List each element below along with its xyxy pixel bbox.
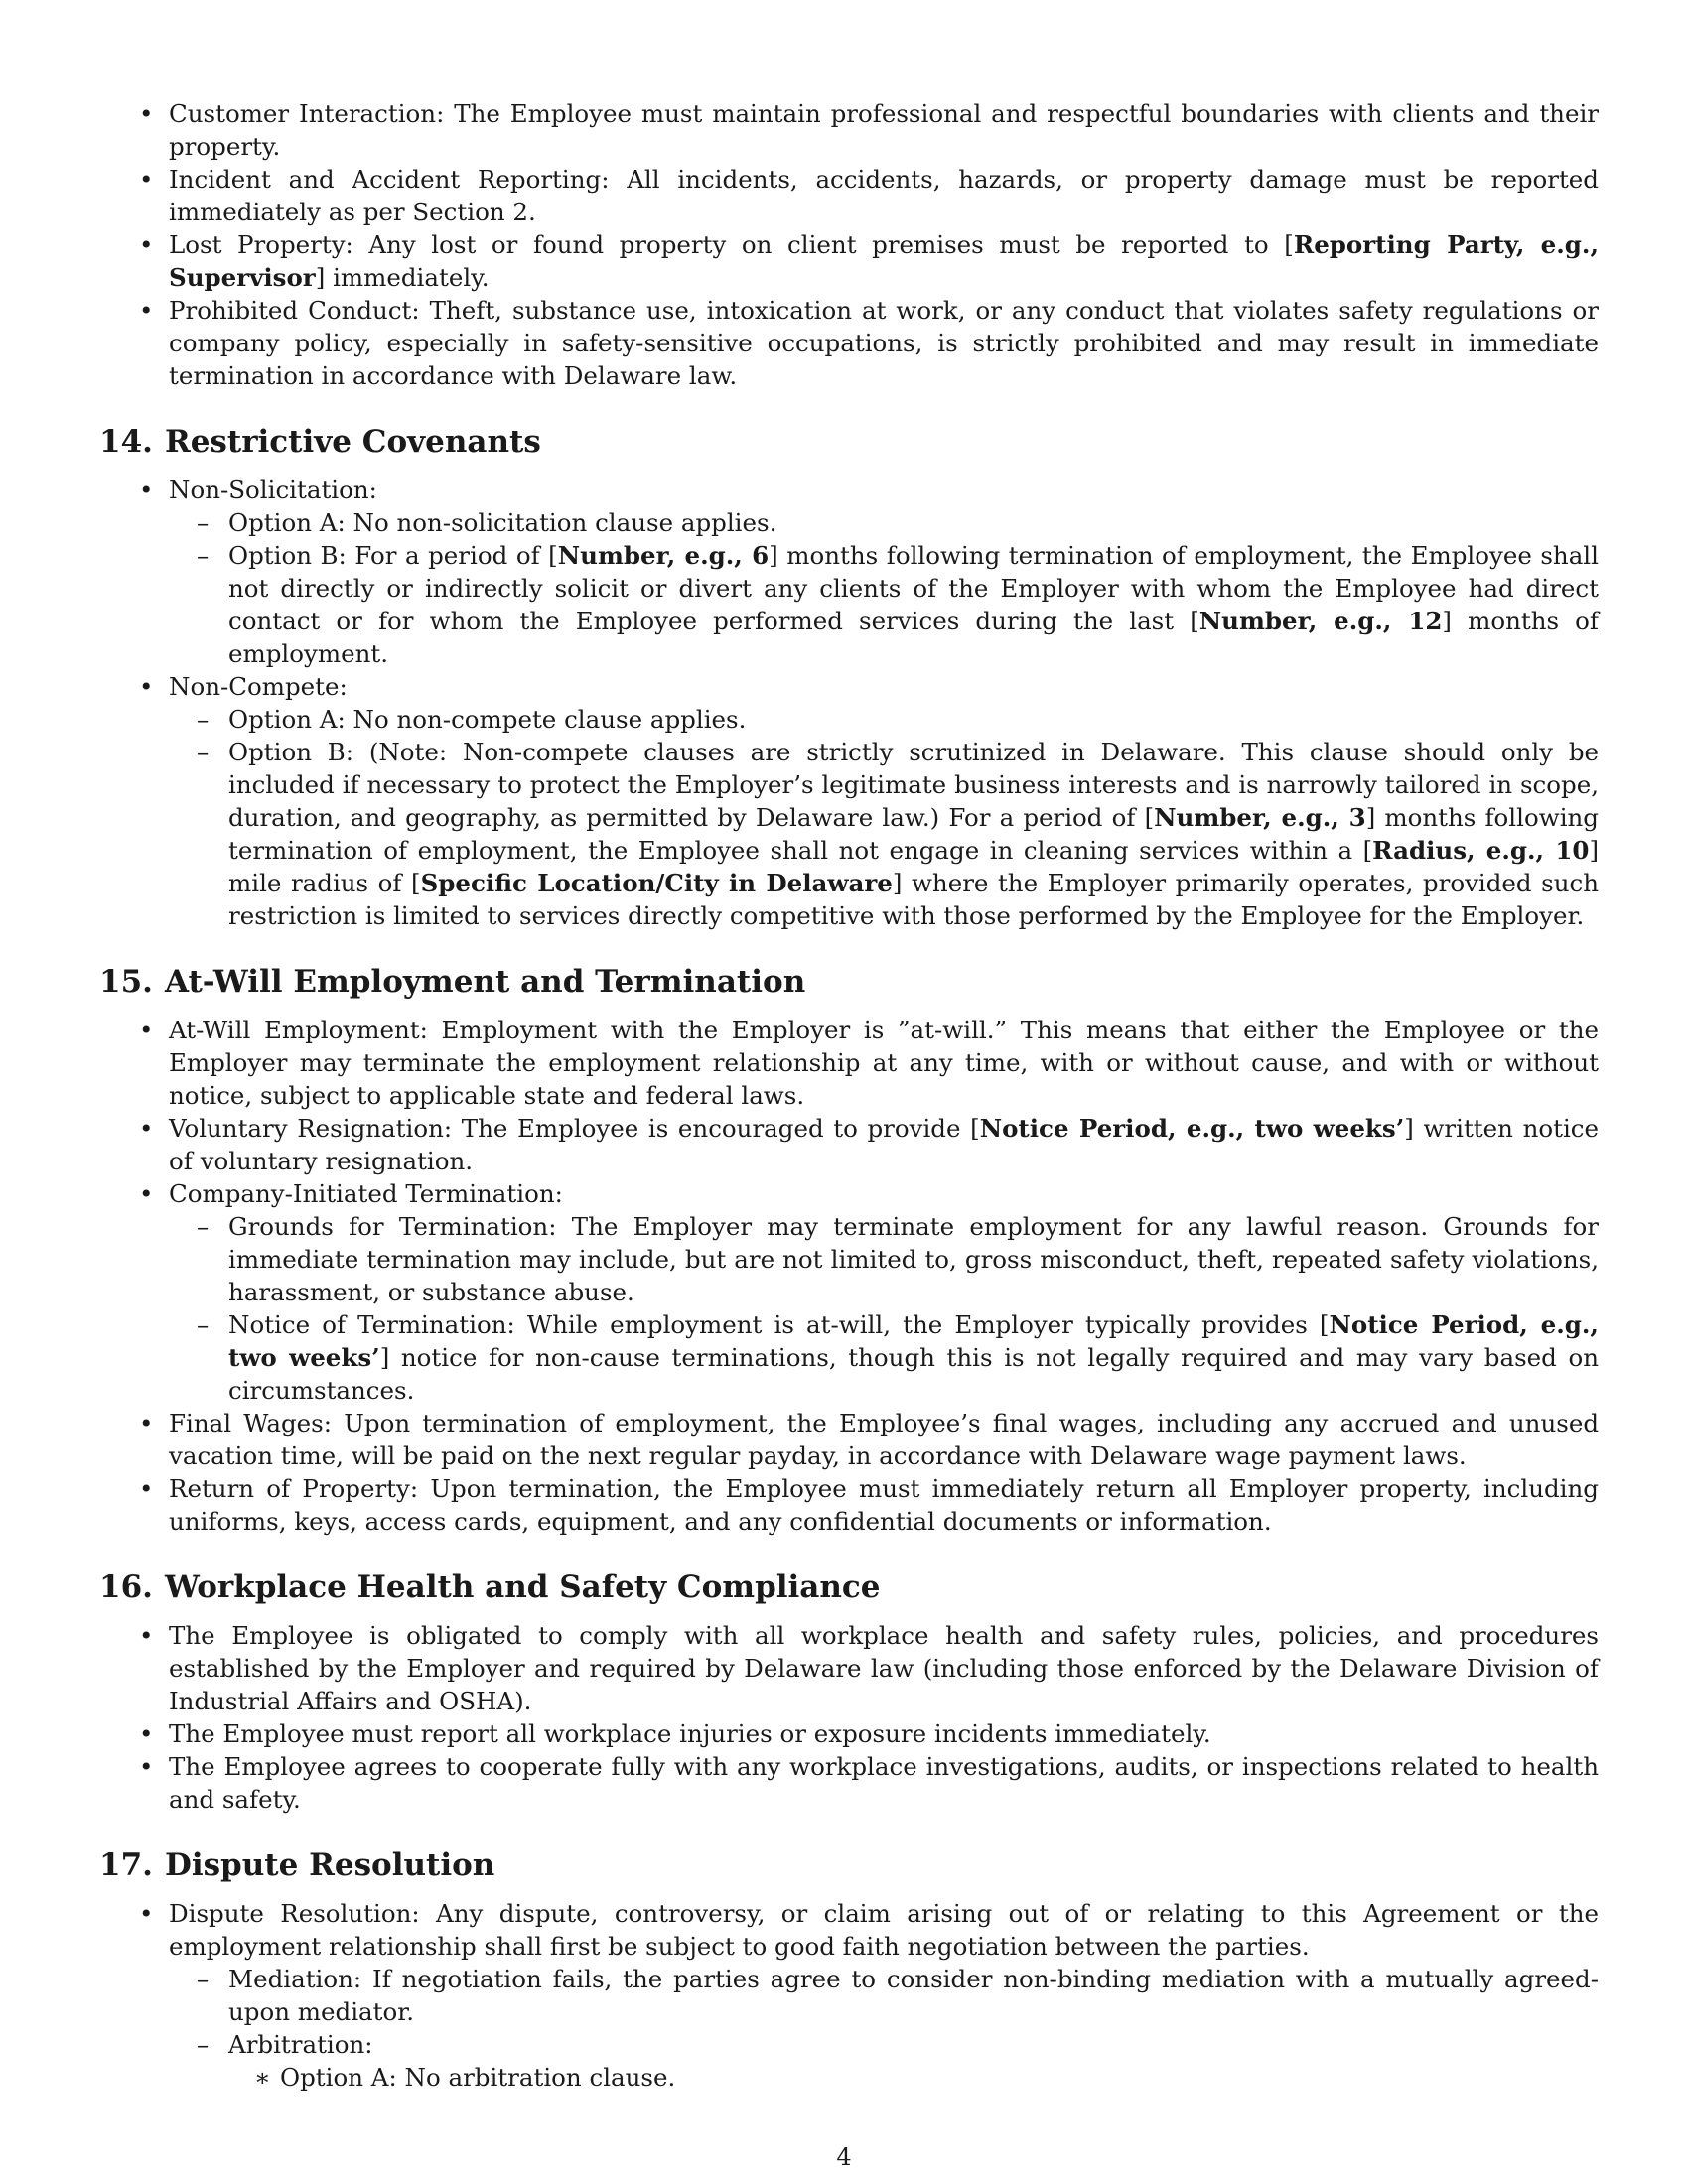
list-item: – Arbitration: ∗ Option A: No arbitration clause. (169, 2028, 1599, 2094)
list-item: • Non-Compete: – Option A: No non-compete clause applies. – Option B: (Note: Non-compete clauses are strictly scrutinized in Delaware. This clause should only be included if necessary to protect the Employer’s legitimate business interests and is narrowly tailored in scope, duration, and geography, as permitted by Delaware law.) For a period of [Number, e.g., 3] months following termination of employment, the Employee shall not engage in cleaning services within a [Radius, e.g., 10] mile radius of [Specific Location/City in Delaware] where the Employer primarily operates, provided such restriction is limited to services directly competitive with those performed by the Employee for the Employer. (99, 670, 1599, 932)
list-item: • Non-Solicitation: – Option A: No non-solicitation clause applies. – Option B: For a period of [Number, e.g., 6] months following termination of employment, the Employee shall not directly or indirectly solicit or divert any clients of the Employer with whom the Employee had direct contact or for whom the Employee performed services during the last [Number, e.g., 12] months of employment. (99, 474, 1599, 670)
list-item: ∗ Option A: No arbitration clause. (228, 2061, 1599, 2094)
document-page (99, 97, 1599, 2094)
section-heading-17: 17. Dispute Resolution (99, 1847, 495, 1883)
list-item: • Lost Property: Any lost or found property on client premises must be reported to [Reporting Party, e.g., Supervisor] immediately. (99, 228, 1599, 294)
placeholder: Number, e.g., 6 (557, 541, 770, 570)
list-item: – Option B: (Note: Non-compete clauses are strictly scrutinized in Delaware. This clause should only be included if necessary to protect the Employer’s legitimate business interests and is narrowly tailored in scope, duration, and geography, as permitted by Delaware law.) For a period of [Number, e.g., 3] months following termination of employment, the Employee shall not engage in cleaning services within a [Radius, e.g., 10] mile radius of [Specific Location/City in Delaware] where the Employer primarily operates, provided such restriction is limited to services directly competitive with those performed by the Employee for the Employer. (169, 736, 1599, 932)
list-item: • Dispute Resolution: Any dispute, controversy, or claim arising out of or relating to this Agreement or the employment relationship shall first be subject to good faith negotiation between the parties. – Mediation: If negotiation fails, the parties agree to consider non-binding mediation with a mutually agreed-upon mediator. – Arbitration: ∗ Option A: No arbitration clause. (99, 1897, 1599, 2094)
section-14-list (99, 474, 1599, 932)
list-item: – Mediation: If negotiation fails, the parties agree to consider non-binding mediation with a mutually agreed-upon mediator. (169, 1963, 1599, 2028)
list-item: • Return of Property: Upon termination, the Employee must immediately return all Employer property, including uniforms, keys, access cards, equipment, and any confidential documents or information. (99, 1472, 1599, 1538)
section-16-list (99, 1619, 1599, 1816)
section-heading-16: 16. Workplace Health and Safety Compliance (99, 1570, 881, 1605)
list-item: • At-Will Employment: Employment with the Employer is ”at-will.” This means that either the Employee or the Employer may terminate the employment relationship at any time, with or without cause, and with or without notice, subject to applicable state and federal laws. (99, 1014, 1599, 1112)
placeholder: Notice Period, e.g., two weeks’ (979, 1114, 1405, 1143)
section-heading-14: 14. Restrictive Covenants (99, 424, 541, 460)
list-item: – Notice of Termination: While employment is at-will, the Employer typically provides [Notice Period, e.g., two weeks’] notice for non-cause terminations, though this is not legally required and may vary based on circumstances. (169, 1308, 1599, 1407)
list-item: – Grounds for Termination: The Employer may terminate employment for any lawful reason. Grounds for immediate termination may include, but are not limited to, gross misconduct, theft, repeated safety violations, harassment, or substance abuse. (169, 1210, 1599, 1308)
conduct-list (99, 97, 1599, 392)
placeholder: Number, e.g., 3 (1154, 803, 1366, 832)
list-item: • Prohibited Conduct: Theft, substance use, intoxication at work, or any conduct that violates safety regulations or company policy, especially in safety-sensitive occupations, is strictly prohibited and may result in immediate termination in accordance with Delaware law. (99, 294, 1599, 392)
placeholder: Number, e.g., 12 (1198, 607, 1443, 635)
list-item: • The Employee agrees to cooperate fully with any workplace investigations, audits, or inspections related to health and safety. (99, 1750, 1599, 1816)
list-item: – Option B: For a period of [Number, e.g., 6] months following termination of employment, the Employee shall not directly or indirectly solicit or divert any clients of the Employer with whom the Employee had direct contact or for whom the Employee performed services during the last [Number, e.g., 12] months of employment. (169, 539, 1599, 670)
section-15-list (99, 1014, 1599, 1538)
list-item: – Option A: No non-compete clause applies. (169, 703, 1599, 736)
page-number: 4 (836, 2143, 852, 2171)
placeholder: Reporting Party, e.g., Supervisor (169, 230, 1599, 292)
section-heading-15: 15. At-Will Employment and Termination (99, 964, 806, 1000)
list-item: – Option A: No non-solicitation clause applies. (169, 506, 1599, 539)
list-item: • Incident and Accident Reporting: All incidents, accidents, hazards, or property damage must be reported immediately as per Section 2. (99, 163, 1599, 228)
list-item: • Final Wages: Upon termination of employment, the Employee’s final wages, including any accrued and unused vacation time, will be paid on the next regular payday, in accordance with Delaware wage payment laws. (99, 1407, 1599, 1472)
placeholder: Specific Location/City in Delaware (420, 869, 893, 897)
list-item: • Customer Interaction: The Employee must maintain professional and respectful boundaries with clients and their property. (99, 97, 1599, 163)
list-item: • The Employee is obligated to comply with all workplace health and safety rules, policies, and procedures established by the Employer and required by Delaware law (including those enforced by the Delaware Division of Industrial Affairs and OSHA). (99, 1619, 1599, 1717)
section-17-list (99, 1897, 1599, 2094)
list-item: • Company-Initiated Termination: – Grounds for Termination: The Employer may terminate employment for any lawful reason. Grounds for immediate termination may include, but are not limited to, gross misconduct, theft, repeated safety violations, harassment, or substance abuse. – Notice of Termination: While employment is at-will, the Employer typically provides [Notice Period, e.g., two weeks’] notice for non-cause terminations, though this is not legally required and may vary based on circumstances. (99, 1177, 1599, 1407)
placeholder: Notice Period, e.g., two weeks’ (228, 1310, 1599, 1372)
list-item: • Voluntary Resignation: The Employee is encouraged to provide [Notice Period, e.g., two weeks’] written notice of voluntary resignation. (99, 1112, 1599, 1177)
list-item: • The Employee must report all workplace injuries or exposure incidents immediately. (99, 1717, 1599, 1750)
placeholder: Radius, e.g., 10 (1372, 836, 1590, 865)
